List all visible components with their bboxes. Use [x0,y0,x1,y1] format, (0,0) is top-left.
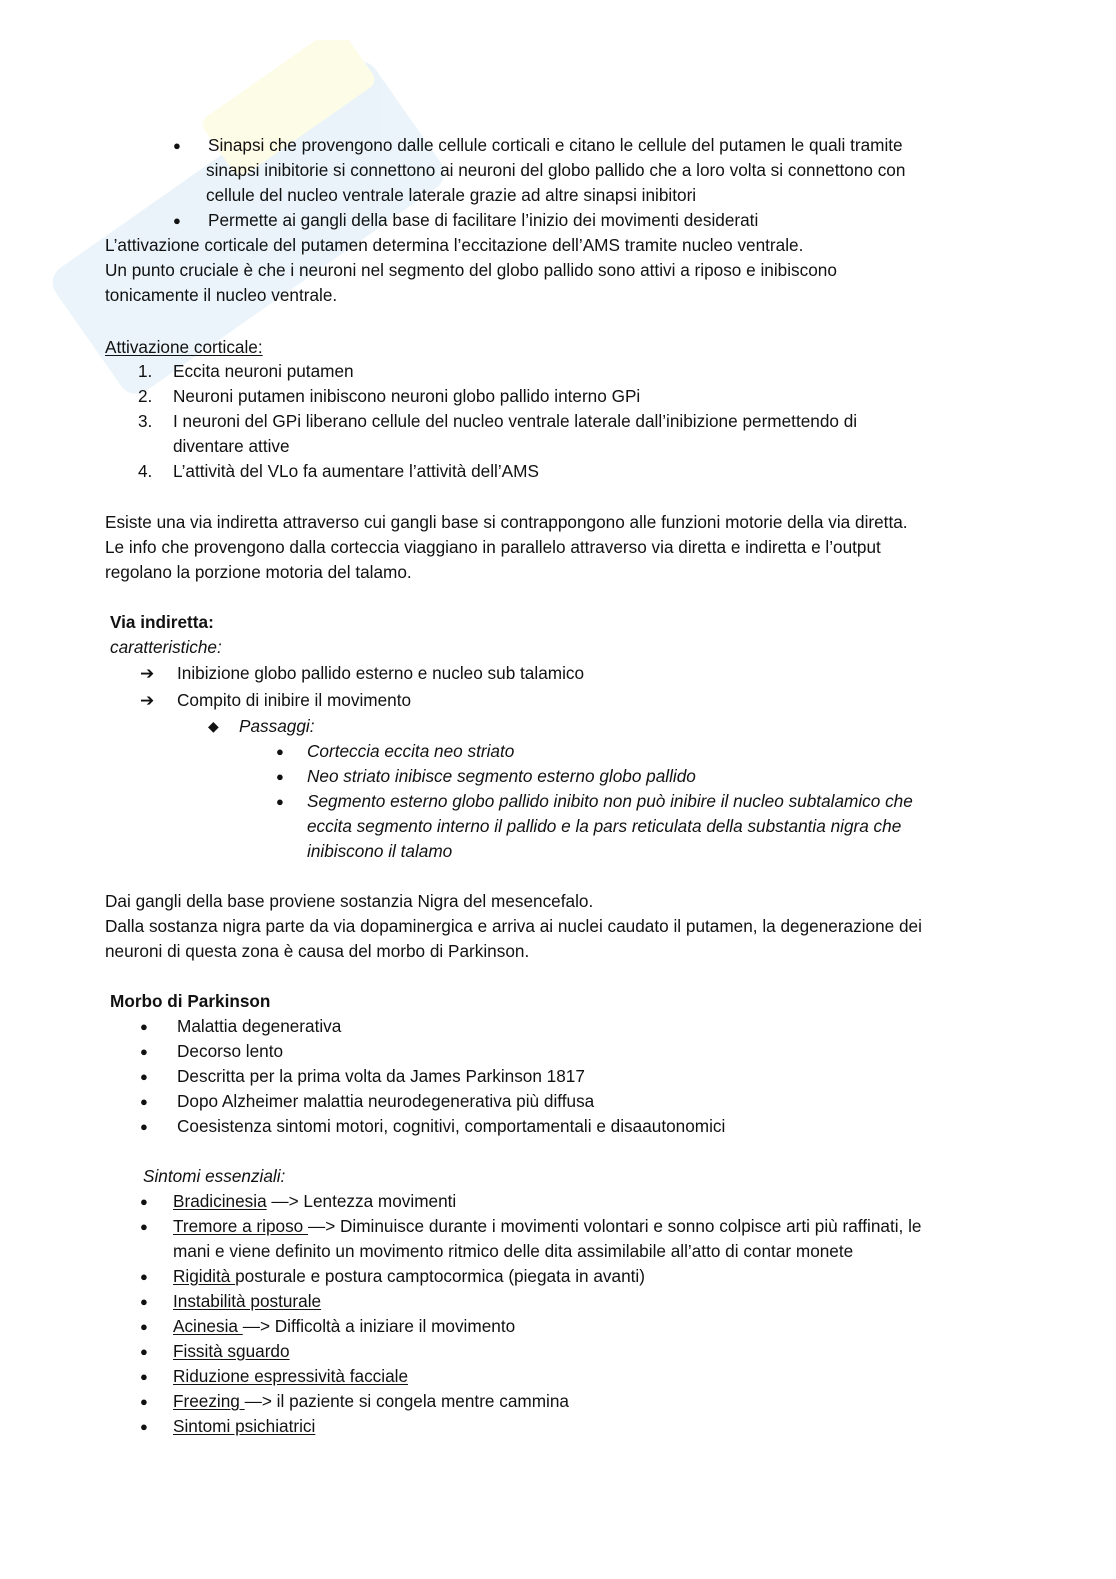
passaggi-label: Passaggi: [239,716,315,736]
intro-bullet-1-line-1: Sinapsi che provengono dalle cellule corticali e citano le cellule del putamen le quali tramite [208,135,903,155]
via-paragraph-line-3: regolano la porzione motoria del talamo. [105,562,412,582]
diamond-icon: ◆ [208,718,219,734]
passaggio-3-line-1: Segmento esterno globo pallido inibito non può inibire il nucleo subtalamico che [307,791,913,811]
bullet-icon: ● [276,769,284,784]
sintomo-term: Rigidità [173,1266,236,1286]
attivazione-heading-text: Attivazione corticale: [105,337,263,357]
sintomo-term: Bradicinesia [173,1191,267,1211]
nigra-paragraph-line-2: Dalla sostanza nigra parte da via dopaminergica e arriva ai nuclei caudato il putamen, la degenerazione dei [105,916,922,936]
bullet-icon: ● [173,138,181,153]
sintomo-acinesia [173,1314,515,1339]
passaggio-1-line-1: Corteccia eccita neo striato [307,741,515,761]
intro-paragraph-line-2: Un punto cruciale è che i neuroni nel segmento del globo pallido sono attivi a riposo e inibiscono [105,260,837,280]
intro-bullet-1-line-3: cellule del nucleo ventrale laterale grazie ad altre sinapsi inibitori [206,185,697,205]
sintomo-psichiatrici [173,1414,315,1439]
parkinson-bullet-4: Dopo Alzheimer malattia neurodegenerativa più diffusa [177,1091,595,1111]
sintomo-freezing [173,1389,569,1414]
sintomo-term: Freezing [173,1391,245,1411]
sintomo-fissita [173,1339,290,1364]
bullet-icon: ● [140,1319,148,1334]
via-indiretta-heading: Via indiretta: [110,612,214,632]
sintomo-desc: —> Diminuisce durante i movimenti volontari e sonno colpisce arti più raffinati, le [308,1216,922,1236]
intro-paragraph-line-3: tonicamente il nucleo ventrale. [105,285,338,305]
bullet-icon: ● [140,1394,148,1409]
parkinson-bullet-5: Coesistenza sintomi motori, cognitivi, comportamentali e disaautonomici [177,1116,726,1136]
step-1-line-1: Eccita neuroni putamen [173,361,354,381]
step-3-line-2: diventare attive [173,436,290,456]
bullet-icon: ● [140,1069,148,1084]
sintomo-tremore-line-2: mani e viene definito un movimento ritmico delle dita assimilabile all’atto di contar monete [173,1241,854,1261]
arrow-icon: ➔ [140,691,155,710]
sintomo-term: Riduzione espressività facciale [173,1366,409,1386]
nigra-paragraph-line-1: Dai gangli della base proviene sostanzia Nigra del mesencefalo. [105,891,594,911]
nigra-paragraph-line-3: neuroni di questa zona è causa del morbo di Parkinson. [105,941,530,961]
bullet-icon: ● [173,213,181,228]
passaggio-2-line-1: Neo striato inibisce segmento esterno globo pallido [307,766,696,786]
via-arrow-item-1: Inibizione globo pallido esterno e nucleo sub talamico [177,663,585,683]
sintomo-term: Tremore a riposo [173,1216,308,1236]
via-paragraph-line-1: Esiste una via indiretta attraverso cui gangli base si contrappongono alle funzioni motorie della via diretta. [105,512,908,532]
step-3-line-1: I neuroni del GPi liberano cellule del nucleo ventrale laterale dall’inibizione permettendo di [173,411,858,431]
via-paragraph-line-2: Le info che provengono dalla corteccia viaggiano in parallelo attraverso via diretta e indiretta e l’output [105,537,881,557]
parkinson-bullet-2: Decorso lento [177,1041,284,1061]
bullet-icon: ● [140,1019,148,1034]
intro-bullet-2-line-1: Permette ai gangli della base di facilitare l’inizio dei movimenti desiderati [208,210,759,230]
arrow-icon: ➔ [140,664,155,683]
bullet-icon: ● [276,744,284,759]
via-arrow-item-2: Compito di inibire il movimento [177,690,412,710]
bullet-icon: ● [140,1294,148,1309]
via-indiretta-subheading: caratteristiche: [110,637,222,657]
sintomo-term: Sintomi psichiatrici [173,1416,316,1436]
sintomo-term: Acinesia [173,1316,243,1336]
bullet-icon: ● [276,794,284,809]
step-number: 1. [138,361,153,381]
parkinson-bullet-1: Malattia degenerativa [177,1016,342,1036]
sintomo-desc: —> Difficoltà a iniziare il movimento [242,1316,516,1336]
parkinson-bullet-3: Descritta per la prima volta da James Parkinson 1817 [177,1066,585,1086]
sintomo-tremore [173,1214,921,1239]
bullet-icon: ● [140,1369,148,1384]
intro-paragraph-line-1: L’attivazione corticale del putamen determina l’eccitazione dell’AMS tramite nucleo ventrale. [105,235,804,255]
bullet-icon: ● [140,1044,148,1059]
passaggio-3-line-2: eccita segmento interno il pallido e la pars reticulata della substantia nigra che [307,816,902,836]
step-number: 4. [138,461,153,481]
sintomo-rigidita [173,1264,645,1289]
step-number: 2. [138,386,153,406]
sintomi-heading: Sintomi essenziali: [143,1166,286,1186]
sintomo-desc: —> Lentezza movimenti [266,1191,457,1211]
sintomo-instabilita [173,1289,321,1314]
sintomo-riduzione [173,1364,408,1389]
sintomo-term: Fissità sguardo [173,1341,290,1361]
sintomo-term: Instabilità posturale [173,1291,322,1311]
step-4-line-1: L’attività del VLo fa aumentare l’attività dell’AMS [173,461,539,481]
parkinson-heading: Morbo di Parkinson [110,991,271,1011]
step-number: 3. [138,411,153,431]
intro-bullet-1-line-2: sinapsi inibitorie si connettono ai neuroni del globo pallido che a loro volta si connettono con [206,160,906,180]
bullet-icon: ● [140,1419,148,1434]
attivazione-heading [105,335,263,360]
bullet-icon: ● [140,1119,148,1134]
sintomo-desc: —> il paziente si congela mentre cammina [244,1391,569,1411]
step-2-line-1: Neuroni putamen inibiscono neuroni globo pallido interno GPi [173,386,641,406]
bullet-icon: ● [140,1219,148,1234]
sintomo-bradicinesia [173,1189,456,1214]
sintomo-desc: posturale e postura camptocormica (piegata in avanti) [235,1266,645,1286]
bullet-icon: ● [140,1094,148,1109]
bullet-icon: ● [140,1194,148,1209]
bullet-icon: ● [140,1269,148,1284]
passaggio-3-line-3: inibiscono il talamo [307,841,453,861]
bullet-icon: ● [140,1344,148,1359]
